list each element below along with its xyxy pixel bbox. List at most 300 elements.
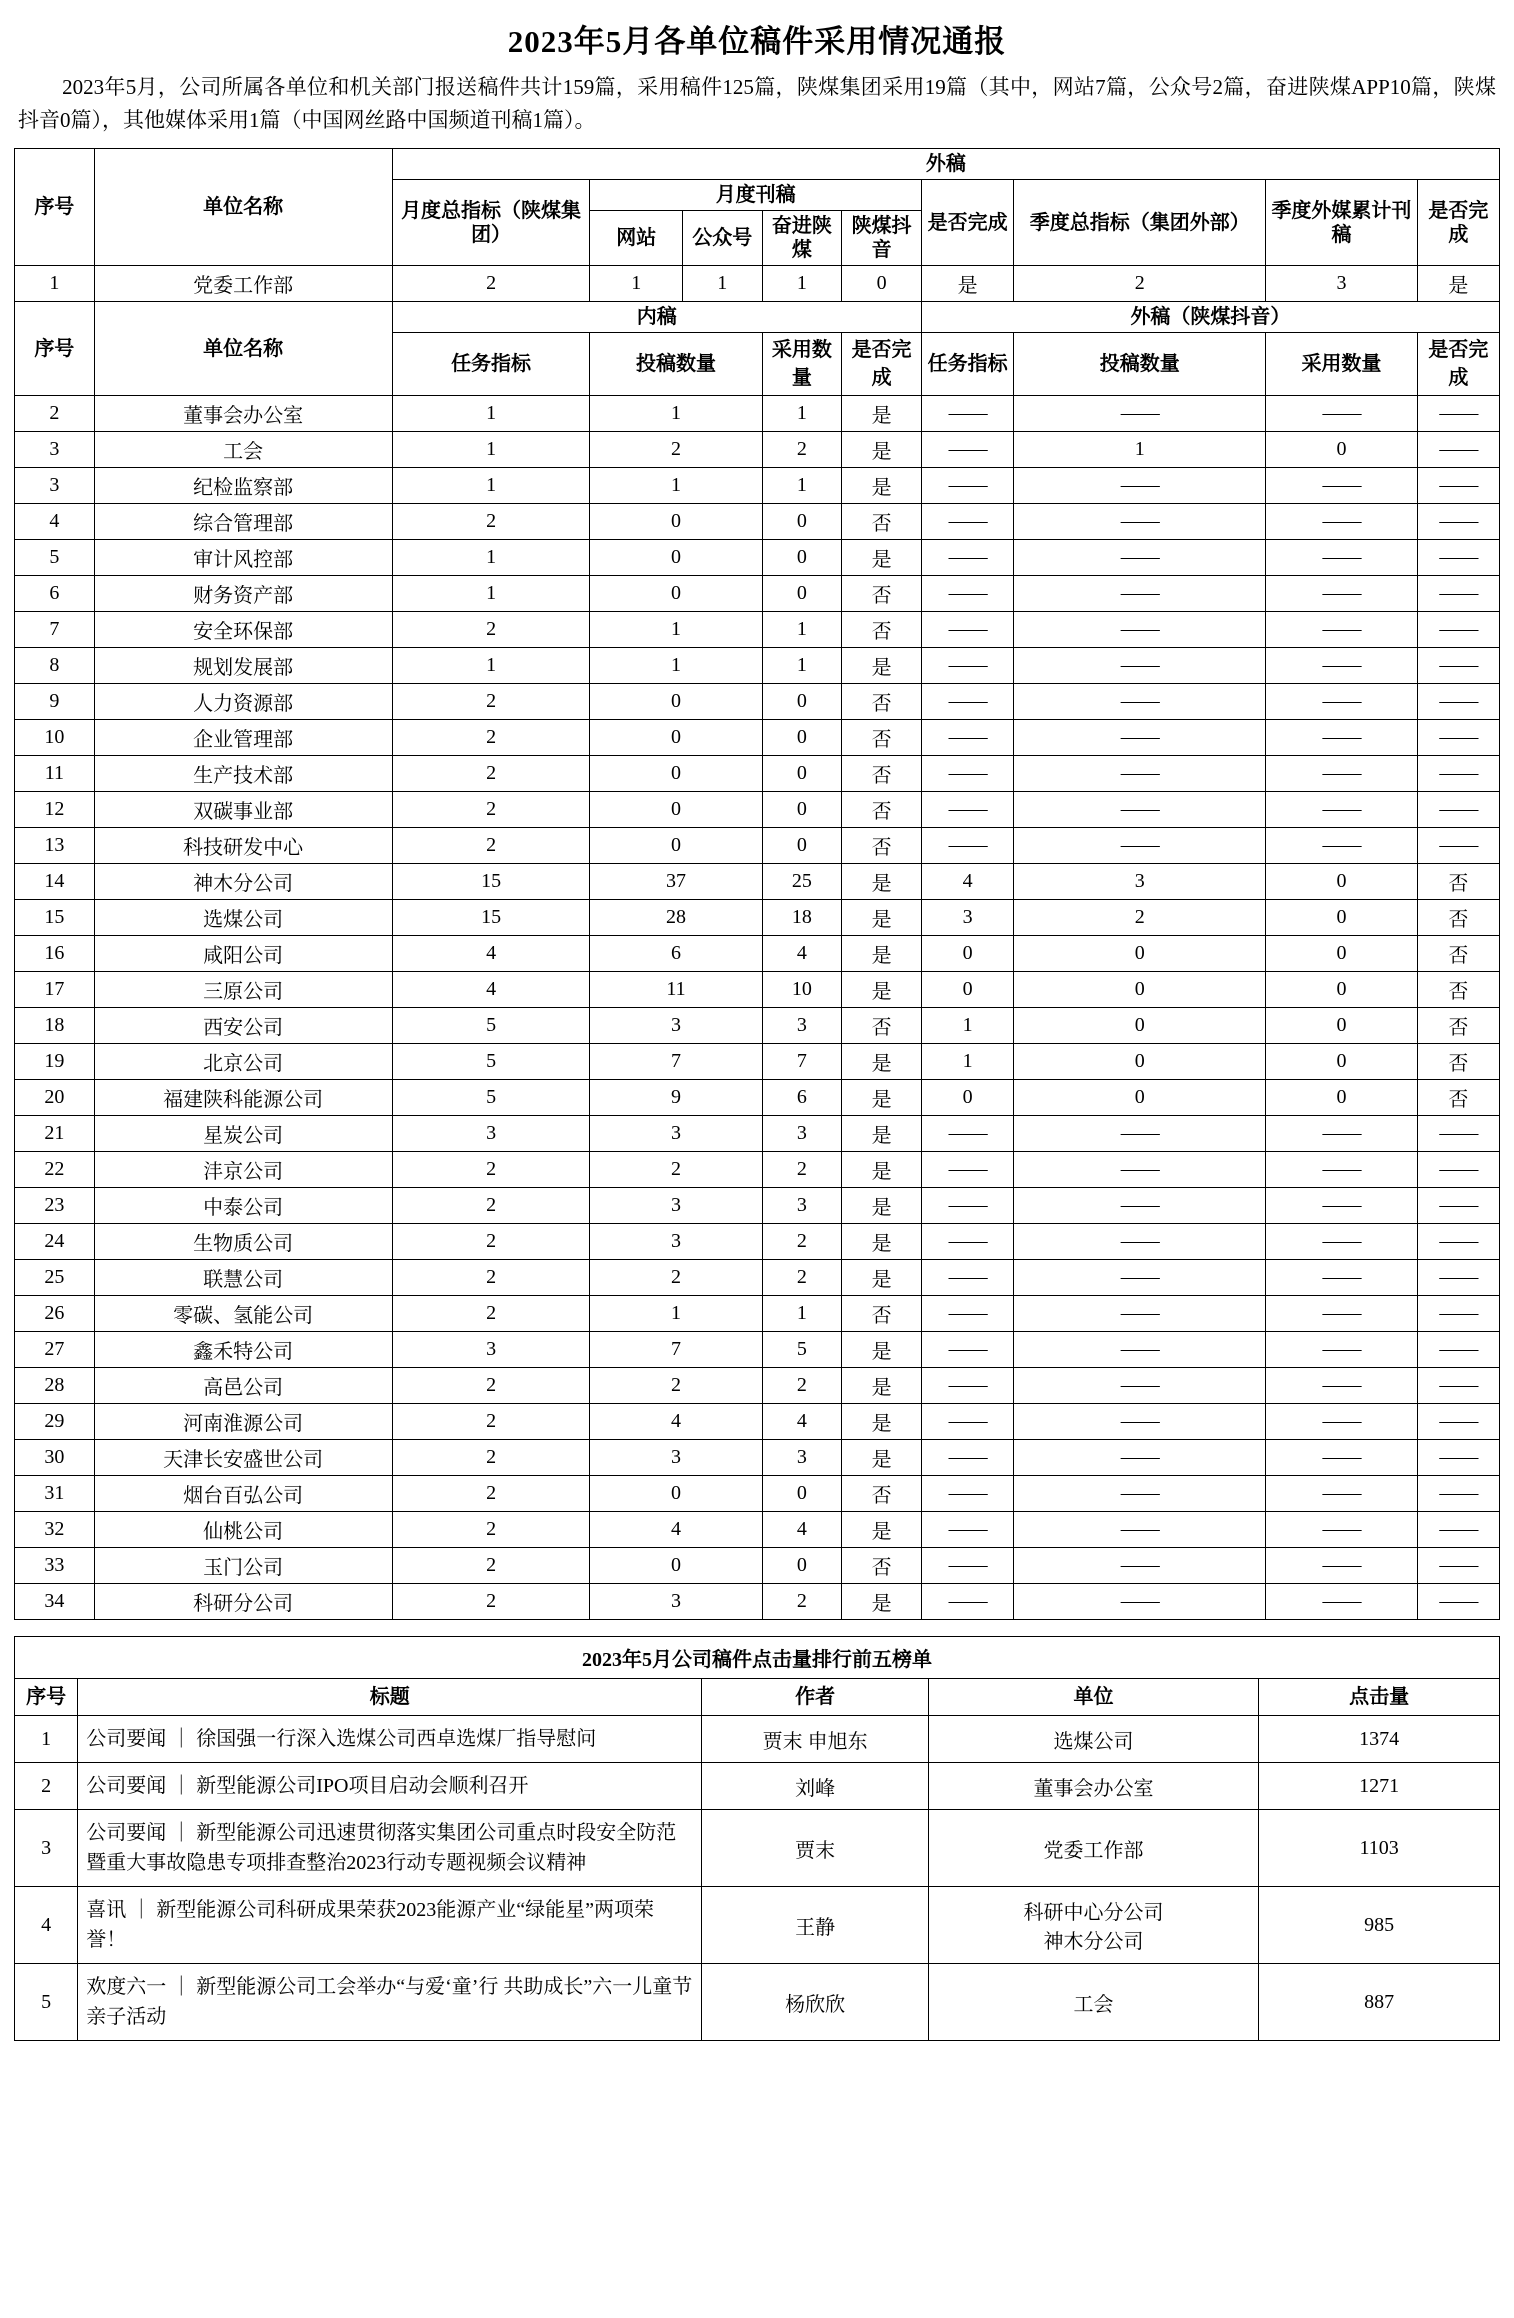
cell-o-done: 否 xyxy=(1417,900,1499,936)
cell-submit-count: 2 xyxy=(590,1368,762,1404)
col-header-submit-count: 投稿数量 xyxy=(590,333,762,396)
cell-submit-count: 3 xyxy=(590,1188,762,1224)
cell-o-submit-count: —— xyxy=(1014,684,1266,720)
cell-o-done: —— xyxy=(1417,648,1499,684)
cell-o-task-index: 0 xyxy=(921,1080,1013,1116)
table-row xyxy=(15,1116,1500,1152)
cell-unit: 党委工作部 xyxy=(94,266,392,302)
cell-author: 杨欣欣 xyxy=(702,1964,928,2041)
col-header-done-2: 是否完成 xyxy=(842,333,922,396)
cell-submit-count: 1 xyxy=(590,648,762,684)
cell-o-used-count: 0 xyxy=(1266,1044,1418,1080)
cell-done: 是 xyxy=(842,1512,922,1548)
cell-task-index: 2 xyxy=(392,684,590,720)
cell-o-used-count: —— xyxy=(1266,1152,1418,1188)
cell-seq: 29 xyxy=(15,1404,95,1440)
cell-submit-count: 6 xyxy=(590,936,762,972)
table-row xyxy=(15,1512,1500,1548)
cell-done: 是 xyxy=(842,972,922,1008)
cell-used-count: 0 xyxy=(762,576,842,612)
cell-o-used-count: —— xyxy=(1266,1368,1418,1404)
cell-done: 是 xyxy=(842,648,922,684)
cell-seq: 28 xyxy=(15,1368,95,1404)
cell-o-task-index: —— xyxy=(921,1368,1013,1404)
cell-submit-count: 0 xyxy=(590,1476,762,1512)
cell-done: 是 xyxy=(842,1260,922,1296)
cell-seq: 21 xyxy=(15,1116,95,1152)
cell-o-done: —— xyxy=(1417,1584,1499,1620)
cell-done: 是 xyxy=(842,396,922,432)
cell-done: 否 xyxy=(842,1476,922,1512)
cell-quarter-outer: 3 xyxy=(1266,266,1418,302)
cell-submit-count: 0 xyxy=(590,828,762,864)
cell-task-index: 2 xyxy=(392,1152,590,1188)
cell-seq: 3 xyxy=(15,1810,78,1887)
cell-unit: 生产技术部 xyxy=(94,756,392,792)
table-row xyxy=(15,396,1500,432)
cell-used-count: 3 xyxy=(762,1440,842,1476)
cell-o-used-count: —— xyxy=(1266,468,1418,504)
cell-o-task-index: —— xyxy=(921,756,1013,792)
cell-used-count: 4 xyxy=(762,1512,842,1548)
cell-used-count: 2 xyxy=(762,1152,842,1188)
table-row xyxy=(15,1964,1500,2041)
cell-unit: 北京公司 xyxy=(94,1044,392,1080)
cell-o-submit-count: 2 xyxy=(1014,900,1266,936)
cell-o-task-index: —— xyxy=(921,1476,1013,1512)
cell-o-submit-count: 0 xyxy=(1014,972,1266,1008)
cell-used-count: 10 xyxy=(762,972,842,1008)
table-row xyxy=(15,828,1500,864)
table-row xyxy=(15,1152,1500,1188)
table-row xyxy=(15,1810,1500,1887)
cell-o-used-count: —— xyxy=(1266,1548,1418,1584)
col-header-seq-2: 序号 xyxy=(15,302,95,396)
cell-official-account: 1 xyxy=(682,266,762,302)
cell-used-count: 1 xyxy=(762,396,842,432)
cell-task-index: 15 xyxy=(392,900,590,936)
cell-o-used-count: —— xyxy=(1266,756,1418,792)
cell-o-used-count: —— xyxy=(1266,1440,1418,1476)
cell-used-count: 25 xyxy=(762,864,842,900)
cell-unit: 天津长安盛世公司 xyxy=(94,1440,392,1476)
cell-task-index: 2 xyxy=(392,1404,590,1440)
adoption-table xyxy=(14,148,1500,1620)
cell-submit-count: 7 xyxy=(590,1332,762,1368)
cell-seq: 2 xyxy=(15,396,95,432)
cell-unit: 玉门公司 xyxy=(94,1548,392,1584)
cell-submit-count: 2 xyxy=(590,432,762,468)
cell-quarter-total: 2 xyxy=(1014,266,1266,302)
cell-o-submit-count: —— xyxy=(1014,756,1266,792)
col-header-clicks: 点击量 xyxy=(1259,1679,1500,1716)
cell-submit-count: 2 xyxy=(590,1260,762,1296)
cell-used-count: 0 xyxy=(762,504,842,540)
table-row xyxy=(15,266,1500,302)
cell-o-task-index: —— xyxy=(921,1584,1013,1620)
col-header-unit: 单位名称 xyxy=(94,149,392,266)
table-row xyxy=(15,1008,1500,1044)
table-row xyxy=(15,792,1500,828)
cell-done: 是 xyxy=(842,936,922,972)
table-row xyxy=(15,1188,1500,1224)
cell-o-task-index: —— xyxy=(921,828,1013,864)
cell-seq: 27 xyxy=(15,1332,95,1368)
cell-unit: 神木分公司 xyxy=(94,864,392,900)
col-header-quarter-total: 季度总指标（集团外部） xyxy=(1014,180,1266,266)
cell-used-count: 1 xyxy=(762,648,842,684)
cell-seq: 9 xyxy=(15,684,95,720)
table-row xyxy=(15,900,1500,936)
cell-o-used-count: —— xyxy=(1266,720,1418,756)
cell-seq: 19 xyxy=(15,1044,95,1080)
cell-unit: 纪检监察部 xyxy=(94,468,392,504)
cell-seq: 13 xyxy=(15,828,95,864)
cell-o-submit-count: —— xyxy=(1014,468,1266,504)
col-header-outer-douyin: 外稿（陕煤抖音） xyxy=(921,302,1499,333)
cell-done: 否 xyxy=(842,612,922,648)
cell-done: 是 xyxy=(842,468,922,504)
cell-o-task-index: 1 xyxy=(921,1008,1013,1044)
cell-o-submit-count: 0 xyxy=(1014,1080,1266,1116)
col-header-official-account: 公众号 xyxy=(682,211,762,266)
cell-submit-count: 1 xyxy=(590,1296,762,1332)
cell-task-index: 2 xyxy=(392,792,590,828)
cell-submit-count: 3 xyxy=(590,1116,762,1152)
top-articles-title: 2023年5月公司稿件点击量排行前五榜单 xyxy=(15,1637,1500,1679)
cell-o-used-count: —— xyxy=(1266,1476,1418,1512)
cell-seq: 11 xyxy=(15,756,95,792)
cell-submit-count: 0 xyxy=(590,504,762,540)
page-title: 2023年5月各单位稿件采用情况通报 xyxy=(507,24,1007,59)
cell-o-submit-count: —— xyxy=(1014,828,1266,864)
cell-used-count: 0 xyxy=(762,792,842,828)
cell-used-count: 2 xyxy=(762,1224,842,1260)
cell-submit-count: 7 xyxy=(590,1044,762,1080)
top-articles-table xyxy=(14,1636,1500,2041)
cell-done: 是 xyxy=(842,1332,922,1368)
cell-o-task-index: 1 xyxy=(921,1044,1013,1080)
cell-seq: 34 xyxy=(15,1584,95,1620)
cell-task-index: 2 xyxy=(392,1368,590,1404)
cell-o-submit-count: —— xyxy=(1014,1440,1266,1476)
cell-seq: 16 xyxy=(15,936,95,972)
cell-o-task-index: —— xyxy=(921,1224,1013,1260)
cell-task-index: 2 xyxy=(392,612,590,648)
cell-seq: 2 xyxy=(15,1763,78,1810)
cell-o-done: —— xyxy=(1417,1188,1499,1224)
cell-task-index: 2 xyxy=(392,1188,590,1224)
cell-o-task-index: —— xyxy=(921,1404,1013,1440)
cell-o-submit-count: —— xyxy=(1014,1296,1266,1332)
cell-o-submit-count: —— xyxy=(1014,1260,1266,1296)
cell-done: 是 xyxy=(842,540,922,576)
cell-submit-count: 2 xyxy=(590,1152,762,1188)
cell-used-count: 0 xyxy=(762,1548,842,1584)
cell-submit-count: 11 xyxy=(590,972,762,1008)
cell-o-task-index: —— xyxy=(921,720,1013,756)
cell-o-submit-count: —— xyxy=(1014,576,1266,612)
col-header-quarter-done: 是否完成 xyxy=(1417,180,1499,266)
cell-unit: 工会 xyxy=(928,1964,1258,2041)
cell-unit: 党委工作部 xyxy=(928,1810,1258,1887)
cell-unit: 选煤公司 xyxy=(94,900,392,936)
cell-o-done: —— xyxy=(1417,1332,1499,1368)
cell-submit-count: 3 xyxy=(590,1440,762,1476)
cell-task-index: 2 xyxy=(392,1440,590,1476)
cell-o-submit-count: —— xyxy=(1014,396,1266,432)
cell-seq: 4 xyxy=(15,504,95,540)
cell-o-done: —— xyxy=(1417,468,1499,504)
cell-seq: 17 xyxy=(15,972,95,1008)
cell-seq: 3 xyxy=(15,432,95,468)
cell-o-submit-count: —— xyxy=(1014,1152,1266,1188)
cell-clicks: 1271 xyxy=(1259,1763,1500,1810)
cell-task-index: 2 xyxy=(392,1296,590,1332)
cell-o-done: —— xyxy=(1417,1224,1499,1260)
table-row xyxy=(15,972,1500,1008)
cell-douyin: 0 xyxy=(842,266,922,302)
cell-o-task-index: —— xyxy=(921,468,1013,504)
cell-o-done: —— xyxy=(1417,1152,1499,1188)
cell-o-used-count: 0 xyxy=(1266,432,1418,468)
cell-o-done: —— xyxy=(1417,576,1499,612)
cell-o-done: —— xyxy=(1417,612,1499,648)
cell-seq: 1 xyxy=(15,1716,78,1763)
table-row xyxy=(15,1716,1500,1763)
cell-unit: 咸阳公司 xyxy=(94,936,392,972)
col-header-monthly-pub: 月度刊稿 xyxy=(590,180,921,211)
cell-o-submit-count: —— xyxy=(1014,1116,1266,1152)
cell-o-task-index: 3 xyxy=(921,900,1013,936)
cell-submit-count: 9 xyxy=(590,1080,762,1116)
cell-o-used-count: —— xyxy=(1266,1404,1418,1440)
table-row xyxy=(15,468,1500,504)
cell-done: 是 xyxy=(842,1080,922,1116)
cell-o-done: —— xyxy=(1417,504,1499,540)
cell-submit-count: 0 xyxy=(590,576,762,612)
cell-seq: 22 xyxy=(15,1152,95,1188)
table-row xyxy=(15,432,1500,468)
cell-o-submit-count: —— xyxy=(1014,612,1266,648)
cell-o-submit-count: 0 xyxy=(1014,1044,1266,1080)
cell-used-count: 18 xyxy=(762,900,842,936)
cell-unit: 综合管理部 xyxy=(94,504,392,540)
col-header-o-used-count: 采用数量 xyxy=(1266,333,1418,396)
cell-unit: 财务资产部 xyxy=(94,576,392,612)
cell-o-task-index: —— xyxy=(921,540,1013,576)
cell-o-done: —— xyxy=(1417,396,1499,432)
cell-submit-count: 0 xyxy=(590,720,762,756)
cell-o-done: —— xyxy=(1417,1476,1499,1512)
cell-unit: 沣京公司 xyxy=(94,1152,392,1188)
cell-task-index: 3 xyxy=(392,1332,590,1368)
cell-seq: 20 xyxy=(15,1080,95,1116)
cell-unit: 高邑公司 xyxy=(94,1368,392,1404)
cell-o-task-index: —— xyxy=(921,1116,1013,1152)
summary-paragraph: 2023年5月，公司所属各单位和机关部门报送稿件共计159篇，采用稿件125篇，陕煤集团采用19篇（其中，网站7篇，公众号2篇，奋进陕煤APP10篇，陕煤抖音0篇），其他媒体采用1篇（中国网丝路中国频道刊稿1篇）。 xyxy=(18,75,1496,132)
cell-task-index: 2 xyxy=(392,1260,590,1296)
col-header-article-title: 标题 xyxy=(78,1679,702,1716)
col-header-o-task-index: 任务指标 xyxy=(921,333,1013,396)
cell-done: 否 xyxy=(842,576,922,612)
cell-o-task-index: 0 xyxy=(921,972,1013,1008)
table-row xyxy=(15,684,1500,720)
cell-submit-count: 28 xyxy=(590,900,762,936)
cell-o-done: —— xyxy=(1417,1260,1499,1296)
cell-seq: 25 xyxy=(15,1260,95,1296)
cell-seq: 5 xyxy=(15,1964,78,2041)
table-row xyxy=(15,720,1500,756)
cell-o-used-count: —— xyxy=(1266,1224,1418,1260)
cell-unit: 审计风控部 xyxy=(94,540,392,576)
cell-o-done: —— xyxy=(1417,432,1499,468)
cell-o-task-index: —— xyxy=(921,1548,1013,1584)
cell-used-count: 4 xyxy=(762,1404,842,1440)
cell-unit: 鑫禾特公司 xyxy=(94,1332,392,1368)
cell-o-task-index: —— xyxy=(921,684,1013,720)
cell-unit: 河南淮源公司 xyxy=(94,1404,392,1440)
cell-o-used-count: —— xyxy=(1266,504,1418,540)
cell-used-count: 0 xyxy=(762,540,842,576)
cell-unit: 三原公司 xyxy=(94,972,392,1008)
cell-clicks: 985 xyxy=(1259,1887,1500,1964)
cell-task-index: 3 xyxy=(392,1116,590,1152)
cell-clicks: 1374 xyxy=(1259,1716,1500,1763)
cell-o-used-count: —— xyxy=(1266,396,1418,432)
cell-task-index: 2 xyxy=(392,756,590,792)
cell-o-used-count: —— xyxy=(1266,1584,1418,1620)
cell-o-task-index: —— xyxy=(921,576,1013,612)
cell-o-done: 否 xyxy=(1417,1008,1499,1044)
cell-o-submit-count: —— xyxy=(1014,792,1266,828)
cell-used-count: 0 xyxy=(762,684,842,720)
table-row xyxy=(15,1440,1500,1476)
cell-submit-count: 37 xyxy=(590,864,762,900)
cell-o-task-index: —— xyxy=(921,1188,1013,1224)
cell-o-submit-count: —— xyxy=(1014,1332,1266,1368)
table-row xyxy=(15,1584,1500,1620)
table-row xyxy=(15,648,1500,684)
cell-o-done: 否 xyxy=(1417,1044,1499,1080)
cell-unit: 科研分公司 xyxy=(94,1584,392,1620)
cell-o-done: —— xyxy=(1417,792,1499,828)
cell-o-task-index: —— xyxy=(921,432,1013,468)
cell-clicks: 1103 xyxy=(1259,1810,1500,1887)
cell-unit: 联慧公司 xyxy=(94,1260,392,1296)
cell-o-used-count: —— xyxy=(1266,612,1418,648)
col-header-douyin: 陕煤抖音 xyxy=(842,211,922,266)
cell-unit: 安全环保部 xyxy=(94,612,392,648)
cell-unit: 西安公司 xyxy=(94,1008,392,1044)
cell-submit-count: 1 xyxy=(590,468,762,504)
cell-quarter-done: 是 xyxy=(1417,266,1499,302)
cell-o-submit-count: 0 xyxy=(1014,936,1266,972)
cell-author: 贾末 xyxy=(702,1810,928,1887)
cell-author: 贾末 申旭东 xyxy=(702,1716,928,1763)
cell-done: 否 xyxy=(842,1296,922,1332)
cell-author: 刘峰 xyxy=(702,1763,928,1810)
cell-fenjin: 1 xyxy=(762,266,842,302)
cell-done: 是 xyxy=(921,266,1013,302)
cell-author: 王静 xyxy=(702,1887,928,1964)
col-header-unit-2: 单位名称 xyxy=(94,302,392,396)
cell-submit-count: 4 xyxy=(590,1404,762,1440)
cell-o-used-count: 0 xyxy=(1266,1080,1418,1116)
cell-task-index: 1 xyxy=(392,396,590,432)
cell-article-title: 公司要闻 ｜ 徐国强一行深入选煤公司西卓选煤厂指导慰问 xyxy=(78,1716,702,1763)
cell-task-index: 2 xyxy=(392,720,590,756)
cell-o-submit-count: 3 xyxy=(1014,864,1266,900)
cell-o-done: —— xyxy=(1417,828,1499,864)
cell-done: 否 xyxy=(842,720,922,756)
cell-o-submit-count: —— xyxy=(1014,504,1266,540)
cell-o-used-count: —— xyxy=(1266,648,1418,684)
table-row xyxy=(15,1368,1500,1404)
cell-o-task-index: 4 xyxy=(921,864,1013,900)
cell-unit: 零碳、氢能公司 xyxy=(94,1296,392,1332)
cell-submit-count: 0 xyxy=(590,540,762,576)
cell-unit: 星炭公司 xyxy=(94,1116,392,1152)
cell-submit-count: 0 xyxy=(590,1548,762,1584)
cell-done: 否 xyxy=(842,1008,922,1044)
cell-task-index: 1 xyxy=(392,432,590,468)
cell-used-count: 6 xyxy=(762,1080,842,1116)
cell-seq: 26 xyxy=(15,1296,95,1332)
col-header-seq-3: 序号 xyxy=(15,1679,78,1716)
col-header-monthly-total: 月度总指标（陕煤集团） xyxy=(392,180,590,266)
cell-o-task-index: —— xyxy=(921,612,1013,648)
cell-used-count: 0 xyxy=(762,720,842,756)
cell-done: 是 xyxy=(842,1224,922,1260)
table-row xyxy=(15,864,1500,900)
cell-seq: 7 xyxy=(15,612,95,648)
cell-unit: 规划发展部 xyxy=(94,648,392,684)
col-header-o-done: 是否完成 xyxy=(1417,333,1499,396)
table-row xyxy=(15,1332,1500,1368)
cell-o-submit-count: 0 xyxy=(1014,1008,1266,1044)
cell-o-used-count: —— xyxy=(1266,1260,1418,1296)
table-row xyxy=(15,576,1500,612)
cell-used-count: 2 xyxy=(762,432,842,468)
cell-task-index: 2 xyxy=(392,1548,590,1584)
col-header-task-index: 任务指标 xyxy=(392,333,590,396)
cell-seq: 12 xyxy=(15,792,95,828)
table-row xyxy=(15,1887,1500,1964)
cell-o-submit-count: —— xyxy=(1014,1512,1266,1548)
cell-o-used-count: —— xyxy=(1266,684,1418,720)
cell-o-done: —— xyxy=(1417,1296,1499,1332)
cell-unit: 生物质公司 xyxy=(94,1224,392,1260)
cell-o-done: —— xyxy=(1417,1116,1499,1152)
table-row xyxy=(15,504,1500,540)
table-row xyxy=(15,1763,1500,1810)
cell-used-count: 3 xyxy=(762,1116,842,1152)
cell-o-used-count: —— xyxy=(1266,1512,1418,1548)
cell-done: 否 xyxy=(842,828,922,864)
cell-seq: 8 xyxy=(15,648,95,684)
cell-done: 是 xyxy=(842,1584,922,1620)
cell-o-used-count: 0 xyxy=(1266,900,1418,936)
cell-o-done: —— xyxy=(1417,1548,1499,1584)
cell-unit: 双碳事业部 xyxy=(94,792,392,828)
cell-task-index: 2 xyxy=(392,828,590,864)
table-row xyxy=(15,1224,1500,1260)
cell-done: 是 xyxy=(842,1404,922,1440)
cell-article-title: 公司要闻 ｜ 新型能源公司IPO项目启动会顺利召开 xyxy=(78,1763,702,1810)
cell-submit-count: 3 xyxy=(590,1008,762,1044)
cell-used-count: 2 xyxy=(762,1368,842,1404)
